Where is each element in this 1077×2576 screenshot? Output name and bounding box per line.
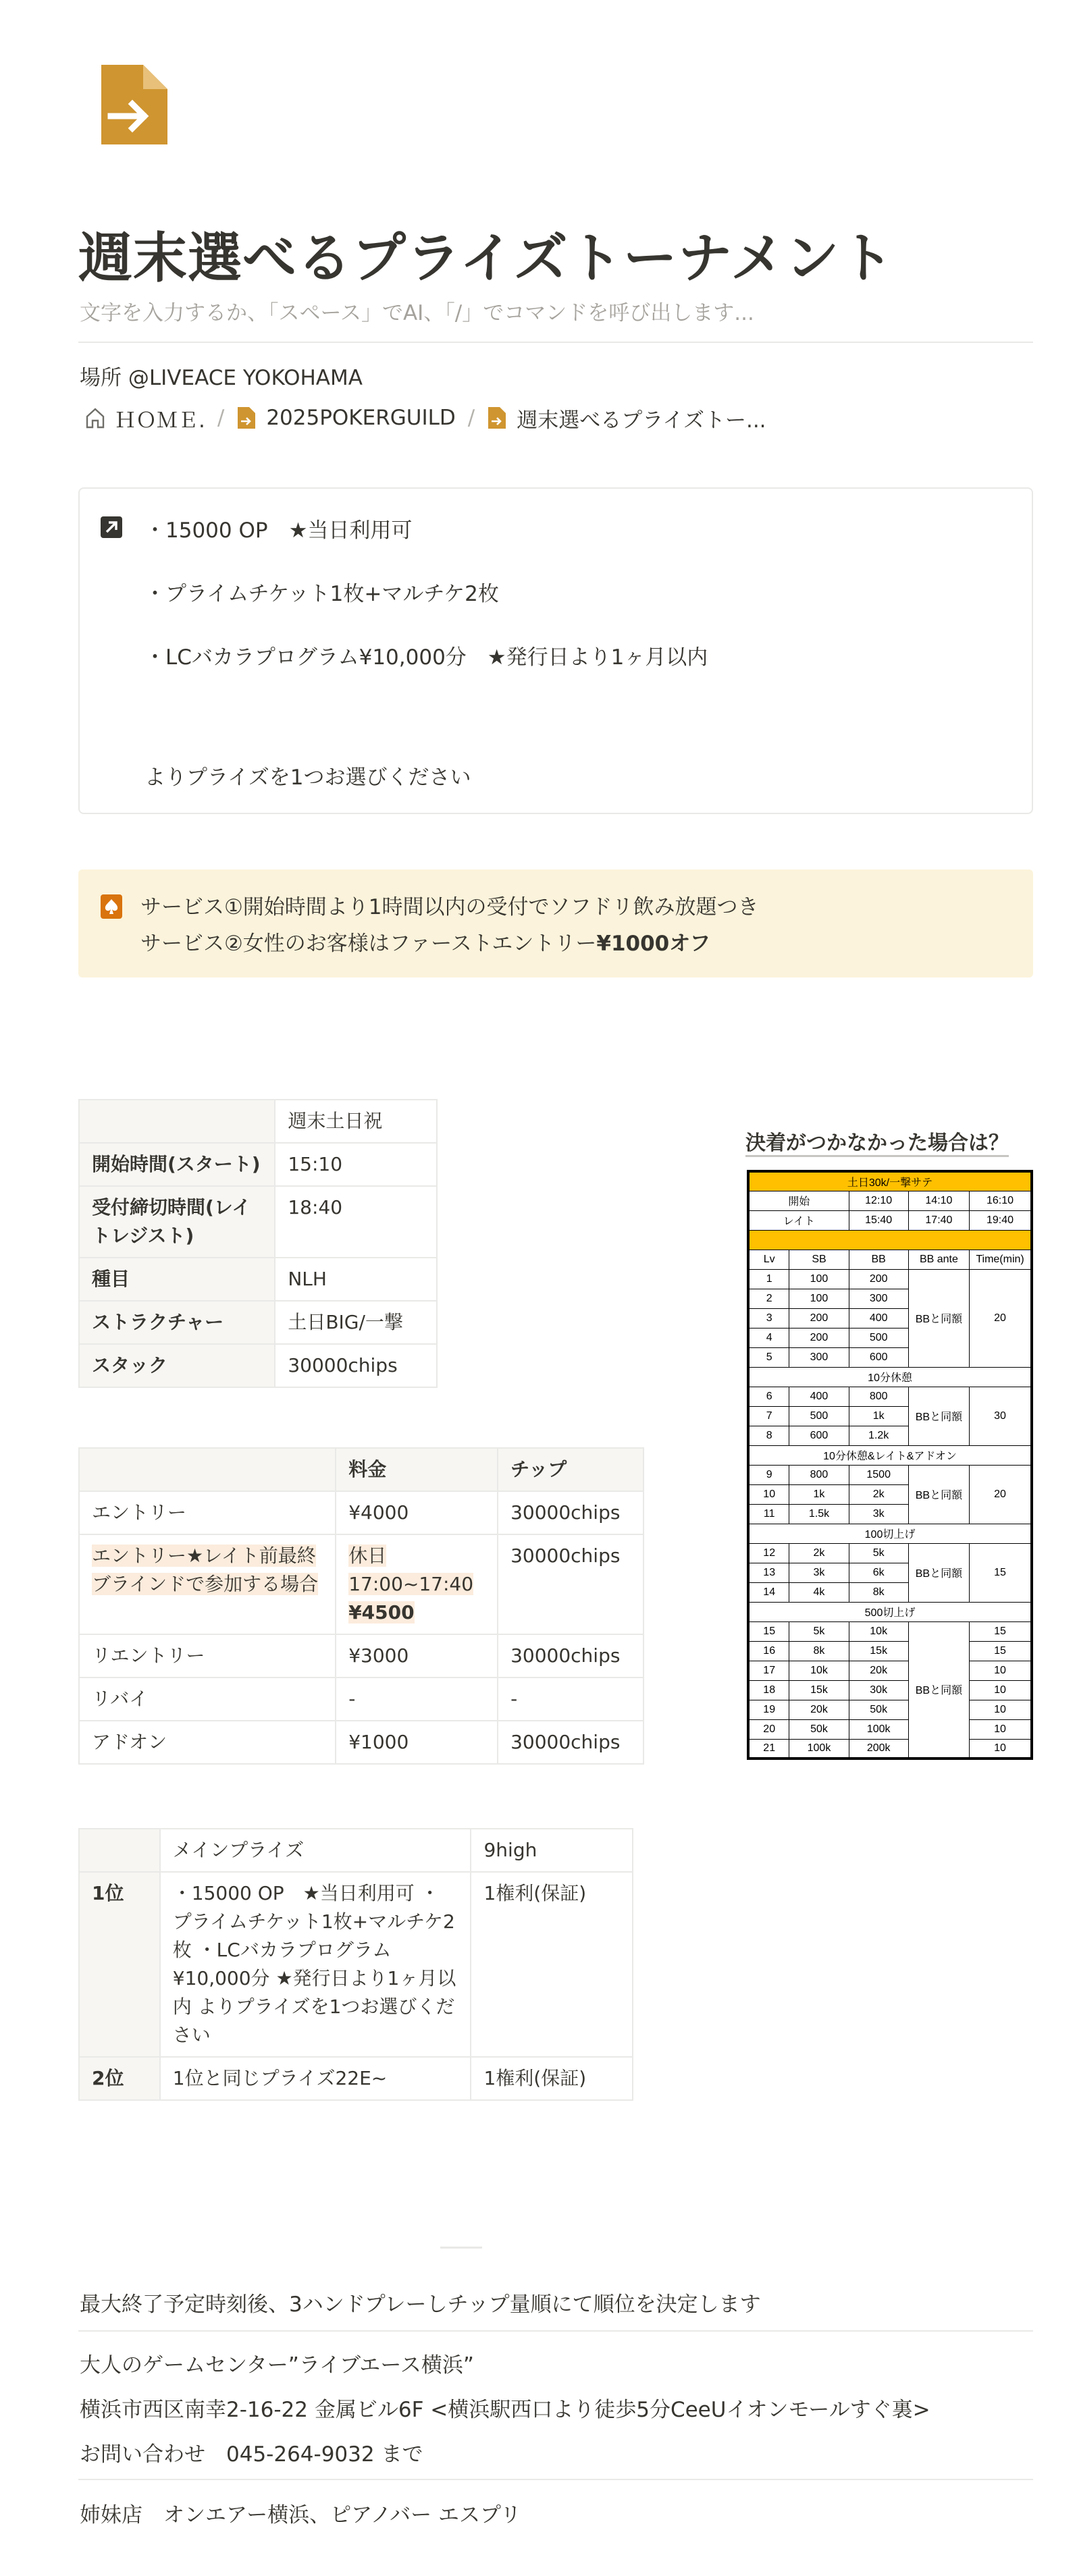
blind-cell: 3k: [789, 1563, 849, 1582]
table-cell[interactable]: 2位: [79, 2057, 160, 2100]
blind-cell: 500: [789, 1406, 849, 1426]
blind-cell: 16:10: [970, 1191, 1032, 1210]
blind-time-cell: 10: [970, 1700, 1032, 1719]
divider: [78, 2479, 1033, 2480]
blind-header: SB: [789, 1250, 849, 1269]
breadcrumb-label: 週末選べるプライズトー...: [517, 408, 766, 433]
blind-spacer: [748, 1230, 1032, 1250]
table-cell[interactable]: リエントリー: [79, 1634, 336, 1678]
blind-break-cell: 500切上げ: [748, 1602, 1032, 1621]
blind-break-row: [748, 1524, 1032, 1543]
blind-time-cell: 15: [970, 1641, 1032, 1661]
blind-spacer-row: [748, 1230, 1032, 1250]
blind-time-cell: 20: [970, 1465, 1032, 1524]
blind-cell: 15:40: [849, 1210, 908, 1230]
blind-time-row: [748, 1210, 1032, 1230]
table-cell[interactable]: メインプライズ: [160, 1829, 471, 1872]
fee-table: [78, 1447, 644, 1765]
home-icon: [85, 406, 105, 430]
blind-cell: 200k: [849, 1739, 908, 1759]
service-line: サービス②女性のお客様はファーストエントリー¥1000オフ: [140, 932, 711, 956]
venue-address: 横浜市西区南幸2-16-22 金属ビル6F <横浜駅西口より徒歩5分CeeUイオンモールすぐ裏>: [80, 2398, 930, 2422]
blind-time-cell: 15: [970, 1543, 1032, 1602]
blind-cell: 19:40: [970, 1210, 1032, 1230]
table-cell[interactable]: アドオン: [79, 1721, 336, 1764]
blind-cell: 1.5k: [789, 1504, 849, 1524]
breadcrumb-separator: /: [217, 406, 225, 430]
table-cell[interactable]: ・15000 OP ★当日利用可 ・プライムチケット1枚+マルチケ2枚 ・LCバカラプログラム¥10,000分 ★発行日より1ヶ月以内 よりプライズを1つお選びください: [160, 1872, 471, 2057]
blind-level-row: [748, 1621, 1032, 1641]
prize-table: [78, 1828, 633, 2101]
location-property[interactable]: [80, 360, 363, 391]
table-row: [79, 1721, 643, 1764]
blind-cell: 400: [789, 1387, 849, 1406]
table-row: [79, 1534, 643, 1634]
table-cell[interactable]: 1権利(保証): [471, 1872, 633, 2057]
blind-cell: 2: [748, 1289, 789, 1308]
table-cell[interactable]: ¥1000: [336, 1721, 498, 1764]
table-cell[interactable]: チップ: [498, 1448, 643, 1491]
blind-time-row: [748, 1191, 1032, 1210]
blind-cell: 800: [789, 1465, 849, 1484]
blind-cell: 20k: [849, 1661, 908, 1680]
table-cell[interactable]: 1権利(保証): [471, 2057, 633, 2100]
blind-cell: 8: [748, 1426, 789, 1445]
breadcrumb-item-current[interactable]: [487, 403, 766, 433]
blind-ante-cell: BBと同額: [908, 1387, 969, 1445]
blind-time-cell: 10: [970, 1719, 1032, 1739]
breadcrumb-separator: /: [467, 406, 475, 430]
blind-time-cell: 10: [970, 1680, 1032, 1700]
location-label: 場所: [80, 366, 122, 390]
table-cell[interactable]: 18:40: [275, 1186, 437, 1258]
blind-cell: 1k: [789, 1484, 849, 1504]
blind-cell: 12:10: [849, 1191, 908, 1210]
blind-level-row: [748, 1543, 1032, 1563]
blind-cell: 1k: [849, 1406, 908, 1426]
blind-level-row: [748, 1269, 1032, 1289]
table-cell[interactable]: [79, 1100, 275, 1143]
table-cell[interactable]: 30000chips: [275, 1344, 437, 1387]
blind-cell: 300: [789, 1347, 849, 1367]
service-callout: [78, 869, 1033, 977]
table-cell[interactable]: 種目: [79, 1258, 275, 1301]
blind-break-cell: 10分休憩: [748, 1367, 1032, 1387]
blind-time-cell: 15: [970, 1621, 1032, 1641]
breadcrumb: [85, 401, 766, 435]
table-row: [79, 1301, 437, 1344]
blind-cell: 20k: [789, 1700, 849, 1719]
highlighted-text: エントリー★レイト前最終ブラインドで参加する場合: [92, 1545, 319, 1595]
table-cell[interactable]: 開始時間(スタート): [79, 1143, 275, 1186]
table-cell[interactable]: 30000chips: [498, 1534, 643, 1634]
venue-contact: お問い合わせ 045-264-9032 まで: [80, 2442, 423, 2467]
blind-cell: 10k: [849, 1621, 908, 1641]
breadcrumb-label: ＨＯＭＥ.: [115, 408, 205, 433]
table-row: [79, 2057, 633, 2100]
blind-level-row: [748, 1739, 1032, 1759]
blind-level-row: [748, 1661, 1032, 1680]
divider: [78, 2330, 1033, 2332]
blind-cell: 17: [748, 1661, 789, 1680]
blind-cell: 8k: [849, 1582, 908, 1602]
table-cell[interactable]: 休日 17:00~17:40 ¥4500: [336, 1534, 498, 1634]
table-row: [79, 1634, 643, 1678]
prize-option: ・LCバカラプログラム¥10,000分 ★発行日より1ヶ月以内: [145, 645, 708, 670]
prize-option: ・プライムチケット1枚+マルチケ2枚: [145, 582, 499, 606]
table-row: [79, 1678, 643, 1721]
blind-cell: 600: [789, 1426, 849, 1445]
blind-break-row: [748, 1445, 1032, 1465]
blind-cell: 21: [748, 1739, 789, 1759]
blind-level-row: [748, 1387, 1032, 1406]
blind-cell: 4: [748, 1328, 789, 1347]
table-cell[interactable]: -: [336, 1678, 498, 1721]
ranking-rule: 最大終了予定時刻後、3ハンドプレーしチップ量順にて順位を決定します: [80, 2292, 761, 2317]
blind-cell: 1: [748, 1269, 789, 1289]
blind-cell: 200: [789, 1308, 849, 1328]
blind-cell: 14:10: [908, 1191, 969, 1210]
table-cell[interactable]: 受付締切時間(レイトレジスト): [79, 1186, 275, 1258]
blind-break-cell: 100切上げ: [748, 1524, 1032, 1543]
table-cell[interactable]: 15:10: [275, 1143, 437, 1186]
blind-structure-heading: 決着がつかなかった場合は？: [745, 1131, 1009, 1155]
blind-cell: 6: [748, 1387, 789, 1406]
blind-time-cell: 10: [970, 1739, 1032, 1759]
blind-ante-cell: BBと同額: [908, 1269, 969, 1367]
blind-cell: 50k: [789, 1719, 849, 1739]
table-header-row: [79, 1100, 437, 1143]
blind-structure-image[interactable]: [747, 1170, 1033, 1760]
blind-cell: 3: [748, 1308, 789, 1328]
table-cell[interactable]: 1位と同じプライズ22E~: [160, 2057, 471, 2100]
breadcrumb-label: 2025POKERGUILD: [266, 406, 456, 430]
blind-header-row: [748, 1250, 1032, 1269]
prize-option: ・15000 OP ★当日利用可: [145, 518, 413, 543]
blind-break-row: [748, 1367, 1032, 1387]
blind-cell: 開始: [748, 1191, 849, 1210]
page-title[interactable]: 週末選べるプライズトーナメント: [78, 227, 895, 290]
blind-cell: 100: [789, 1289, 849, 1308]
service-line: サービス①開始時間より1時間以内の受付でソフドリ飲み放題つき: [140, 895, 759, 919]
table-cell[interactable]: -: [498, 1678, 643, 1721]
breadcrumb-item-pokerguild[interactable]: [236, 406, 455, 430]
blind-cell: 11: [748, 1504, 789, 1524]
table-cell[interactable]: リバイ: [79, 1678, 336, 1721]
table-row: [79, 1258, 437, 1301]
blind-ante-cell: BBと同額: [908, 1465, 969, 1524]
blind-level-row: [748, 1465, 1032, 1484]
prize-instruction: よりプライズを1つお選びください: [145, 766, 471, 790]
blind-title-row: [748, 1171, 1032, 1191]
blind-cell: 200: [849, 1269, 908, 1289]
blind-cell: 1.2k: [849, 1426, 908, 1445]
table-cell[interactable]: ¥4000: [336, 1491, 498, 1534]
blind-cell: 200: [789, 1328, 849, 1347]
prize-callout: [78, 487, 1033, 814]
blind-cell: 19: [748, 1700, 789, 1719]
divider: [78, 342, 1033, 343]
blind-cell: 5k: [849, 1543, 908, 1563]
table-cell[interactable]: 30000chips: [498, 1721, 643, 1764]
table-cell[interactable]: NLH: [275, 1258, 437, 1301]
table-cell[interactable]: 30000chips: [498, 1634, 643, 1678]
blind-cell: 100k: [789, 1739, 849, 1759]
blind-title: 土日30k/一撃サテ: [748, 1171, 1032, 1191]
blind-cell: 8k: [789, 1641, 849, 1661]
arrow-up-right-icon[interactable]: [100, 516, 123, 539]
blind-cell: 400: [849, 1308, 908, 1328]
blind-cell: 600: [849, 1347, 908, 1367]
blind-ante-cell: BBと同額: [908, 1543, 969, 1602]
blind-cell: 16: [748, 1641, 789, 1661]
blind-cell: 10k: [789, 1661, 849, 1680]
table-row: [79, 1491, 643, 1534]
blind-cell: 6k: [849, 1563, 908, 1582]
blind-cell: 1500: [849, 1465, 908, 1484]
editor-placeholder[interactable]: 文字を入力するか、「スペース」でAI、「/」でコマンドを呼び出します...: [80, 301, 754, 325]
breadcrumb-item-home[interactable]: [85, 403, 205, 433]
table-row: [79, 1344, 437, 1387]
table-cell[interactable]: 土日BIG/一撃: [275, 1301, 437, 1344]
blind-break-cell: 10分休憩&レイト&アドオン: [748, 1445, 1032, 1465]
blind-cell: 18: [748, 1680, 789, 1700]
blind-cell: 800: [849, 1387, 908, 1406]
blind-cell: 10: [748, 1484, 789, 1504]
blind-header: BB ante: [908, 1250, 969, 1269]
venue-name: 大人のゲームセンター”ライブエース横浜”: [80, 2353, 474, 2378]
blind-cell: レイト: [748, 1210, 849, 1230]
table-cell[interactable]: ¥3000: [336, 1634, 498, 1678]
sister-stores: 姉妹店 オンエアー横浜、ピアノバー エスプリ: [80, 2503, 521, 2527]
table-cell[interactable]: [79, 1829, 160, 1872]
blind-cell: 9: [748, 1465, 789, 1484]
divider: [440, 2247, 482, 2249]
blind-cell: 12: [748, 1543, 789, 1563]
table-header-row: [79, 1829, 633, 1872]
blind-cell: 3k: [849, 1504, 908, 1524]
table-cell[interactable]: 料金: [336, 1448, 498, 1491]
table-cell[interactable]: 1位: [79, 1872, 160, 2057]
blind-cell: 100k: [849, 1719, 908, 1739]
table-row: [79, 1872, 633, 2057]
table-row: [79, 1186, 437, 1258]
blind-cell: 5k: [789, 1621, 849, 1641]
tournament-info-table: [78, 1099, 438, 1388]
blind-cell: 500: [849, 1328, 908, 1347]
document-arrow-icon[interactable]: [101, 65, 167, 144]
blind-break-row: [748, 1602, 1032, 1621]
blind-header: BB: [849, 1250, 908, 1269]
table-cell[interactable]: 週末土日祝: [275, 1100, 437, 1143]
blind-cell: 15k: [789, 1680, 849, 1700]
document-arrow-icon: [236, 406, 257, 430]
blind-cell: 2k: [849, 1484, 908, 1504]
blind-header: Lv: [748, 1250, 789, 1269]
blind-time-cell: 30: [970, 1387, 1032, 1445]
document-arrow-icon: [487, 406, 507, 430]
blind-level-row: [748, 1680, 1032, 1700]
blind-level-row: [748, 1700, 1032, 1719]
blind-cell: 14: [748, 1582, 789, 1602]
blind-cell: 100: [789, 1269, 849, 1289]
table-row: [79, 1143, 437, 1186]
table-cell[interactable]: [79, 1448, 336, 1491]
blind-cell: 20: [748, 1719, 789, 1739]
blind-cell: 50k: [849, 1700, 908, 1719]
blind-cell: 15: [748, 1621, 789, 1641]
table-cell[interactable]: [79, 1534, 336, 1634]
blind-cell: 2k: [789, 1543, 849, 1563]
table-cell[interactable]: エントリー: [79, 1491, 336, 1534]
table-cell[interactable]: 30000chips: [498, 1491, 643, 1534]
blind-level-row: [748, 1719, 1032, 1739]
location-value: @LIVEACE YOKOHAMA: [128, 366, 363, 390]
blind-level-row: [748, 1641, 1032, 1661]
blind-ante-cell: BBと同額: [908, 1621, 969, 1759]
blind-cell: 5: [748, 1347, 789, 1367]
table-header-row: [79, 1448, 643, 1491]
blind-cell: 15k: [849, 1641, 908, 1661]
blind-cell: 13: [748, 1563, 789, 1582]
table-cell[interactable]: スタック: [79, 1344, 275, 1387]
blind-cell: 300: [849, 1289, 908, 1308]
blind-cell: 7: [748, 1406, 789, 1426]
blind-header: Time(min): [970, 1250, 1032, 1269]
blind-time-cell: 10: [970, 1661, 1032, 1680]
table-cell[interactable]: 9high: [471, 1829, 633, 1872]
table-cell[interactable]: ストラクチャー: [79, 1301, 275, 1344]
blind-cell: 30k: [849, 1680, 908, 1700]
blind-time-cell: 20: [970, 1269, 1032, 1367]
spade-icon[interactable]: [100, 894, 123, 919]
blind-cell: 17:40: [908, 1210, 969, 1230]
blind-cell: 4k: [789, 1582, 849, 1602]
